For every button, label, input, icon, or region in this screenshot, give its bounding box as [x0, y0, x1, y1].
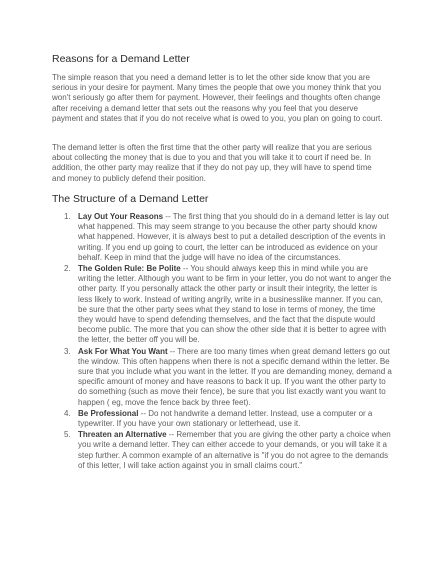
list-item-number: 4.: [64, 408, 71, 418]
list-item-title: Ask For What You Want: [78, 346, 168, 356]
section-heading-reasons: Reasons for a Demand Letter: [52, 53, 190, 65]
paragraph-reasons-2: The demand letter is often the first time that the other party will realize that you are serious about collecting the money that is due to you and that you will take it to court if need be. In addition, the other party may realize that if they do not pay up, they will have to spend time and money to publicly defend their position.: [52, 143, 372, 183]
list-item-number: 3.: [64, 346, 71, 356]
list-item-title: Lay Out Your Reasons: [78, 212, 164, 221]
structure-list: [52, 212, 392, 472]
paragraph-reasons-1: The simple reason that you need a demand letter is to let the other side know that you are serious in your desire for payment. Many times the people that owe you money think that you won't seriously go after them for payment. However, their feelings and thoughts often change after receiving a demand letter that sets out the reasons why you feel that you deserve payment and states that if you do not receive what is owed to you, you plan on going to court.: [52, 73, 383, 123]
list-item: [52, 430, 392, 471]
list-item-text: -- The first thing that you should do in a demand letter is lay out what happened. This may seem strange to you because the other party should know what happened. However, it is always best to put a detailed description of the events in writing. If you end up going to court, the letter can be introduced as evidence on your behalf. Keep in mind that the judge will have no idea of the circumstances.: [78, 212, 389, 262]
list-item: [52, 264, 392, 346]
list-item-text: -- Remember that you are giving the other party a choice when you write a demand letter. They can either accede to your demands, or you will take it a step further. A common example of an alternative is "if you do not agree to the demands of this letter, I will take action against you in small claims court.": [78, 430, 391, 470]
list-item: [52, 409, 392, 429]
list-item-number: 2.: [64, 264, 71, 274]
section-heading-structure: The Structure of a Demand Letter: [52, 193, 209, 205]
list-item-number: 5.: [64, 430, 71, 440]
list-item: [52, 347, 392, 408]
list-item: [52, 212, 392, 263]
list-item-title: Be Professional: [78, 408, 139, 418]
list-item-title: The Golden Rule: Be Polite: [78, 264, 181, 274]
list-item-number: 1.: [64, 212, 71, 221]
list-item-text: -- Do not handwrite a demand letter. Instead, use a computer or a typewriter. If you have your own stationary or letterhead, use it.: [78, 408, 373, 429]
list-item-text: -- There are too many times when great demand letters go out the window. This often happens when there is not a specific demand within the letter. Be sure that you include what you want in the letter. If you are demanding money, demand a specific amount of money and have reasons to back it up. If you want the other party to do something (such as move their fence), be sure that you list exactly want you want to happen ( eg, move the fence back by three feet).: [78, 346, 392, 407]
list-item-text: -- You should always keep this in mind while you are writing the letter. Although you want to be firm in your letter, you do not want to anger the other party. If you personally attack the other party or insult their integrity, the letter is less likely to work. Instead of writing angrily, write in a businesslike manner. If you can, be sure that the other party sees what they stand to lose in terms of money, the time they would have to spend defending themselves, and the fact that the dispute would become public. The more that you can show the other side that it is better to agree with the letter, the better off you will be.: [78, 264, 392, 345]
list-item-title: Threaten an Alternative: [78, 430, 167, 440]
